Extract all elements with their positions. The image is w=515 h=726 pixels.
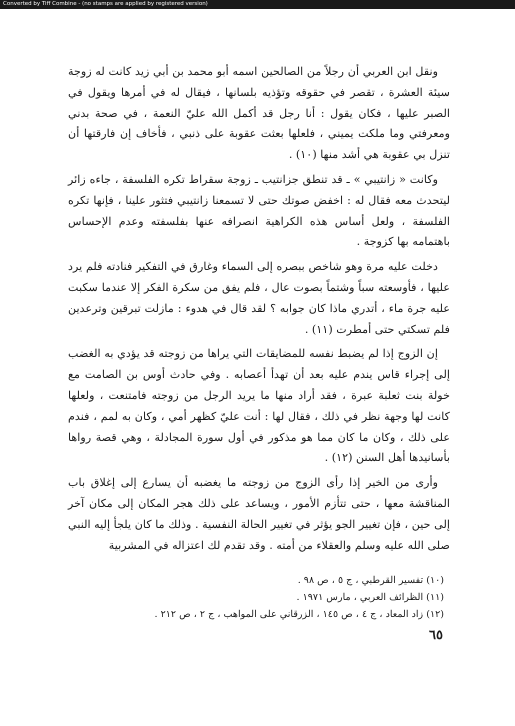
paragraph-3: دخلت عليه مرة وهو شاخص ببصره إلى السماء وغارق في التفكير فنادته فلم يرد عليها ، فأوسعته سباً وشتماً بصوت عال ، فلم يفق من سكرة الفكر إلا عندما سكبت عليه جرة ماء ، أتدري ماذا كان جوابه ؟ لقد قال في هدوء : مازلت تبرقين وترعدين فلم تسكتي حتى أمطرت (١١) . bbox=[68, 260, 450, 336]
footnotes bbox=[68, 572, 450, 623]
paragraph-4: إن الزوج إذا لم يضبط نفسه للمضايقات التي يراها من زوجته قد يؤدي به الغضب إلى إجراء قاس يندم عليه بعد أن تهدأ أعصابه . وفي حادث أوس بن الصامت مع خولة بنت ثعلبة عبرة ، فقد أراد منها ما يريد الرجل من زوجته فامتنعت ، ولعلها كانت لها وجهة نظر في ذلك ، فقال لها : أنت عليّ كظهر أمي ، وكان به لمم ، فندم على ذلك ، وكان ما كان مما هو مذكور في أول سورة المجادلة ، وهي قصة رواها بأسانيدها أهل السنن (١٢) . bbox=[68, 347, 450, 465]
footnote-12: (١٢) زاد المعاد ، ج ٤ ، ص ١٤٥ ، الزرقاني على المواهب ، ج ٢ ، ص ٢١٢ . bbox=[154, 609, 444, 620]
footnote-10: (١٠) تفسير القرطبي ، ج ٥ ، ص ٩٨ . bbox=[297, 575, 444, 586]
paragraph-1: ونقل ابن العربي أن رجلاً من الصالحين اسمه أبو محمد بن أبي زيد كانت له زوجة سيئة العشرة ، تقصر في حقوقه وتؤذيه بلسانها ، فيقال له في أمرها ويقول في الصبر عليها ، فكان يقول : أنا رجل قد أكمل الله عليّ النعمة ، في صحة بدني ومعرفتي وما ملكت يميني ، فلعلها بعثت عقوبة على ذنبي ، فأخاف إن فارقتها أن تنزل بي عقوبة هي أشد منها (١٠) . bbox=[68, 65, 450, 162]
footnote-11: (١١) الظرائف العربي ، مارس ١٩٧١ . bbox=[296, 592, 444, 603]
converter-banner: Converted by Tiff Combine - (no stamps are applied by registered version) bbox=[0, 0, 515, 9]
paragraph-5: وأرى من الخير إذا رأى الزوج من زوجته ما يغضبه أن يسارع إلى إغلاق باب المناقشة معها ، حتى تتأزم الأمور ، ويساعد على ذلك هجر المكان إلى مكان آخر إلى حين ، فإن تغيير الجو يؤثر في تغيير الحالة النفسية . وذلك ما كان يلجأ إليه النبي صلى الله عليه وسلم والعقلاء من أمته . وقد تقدم لك اعتزاله في المشربية bbox=[68, 476, 450, 552]
page-number: ٦٥ bbox=[429, 628, 443, 643]
paragraph-2: وكانت « زانتيبي » ـ قد تنطق جزانتيب ـ زوجة سقراط تكره الفلسفة ، جاءه زائر ليتحدث معه فقال له : اخفض صوتك حتى لا تسمعنا زانتيبي فتثور علينا ، فإنها تكره الفلسفة ، ولعل أساس هذه الكراهية انصرافه عنها بفلسفته وعدم الإحساس باهتمامه بها كزوجة . bbox=[68, 172, 450, 249]
page-body bbox=[68, 62, 450, 560]
